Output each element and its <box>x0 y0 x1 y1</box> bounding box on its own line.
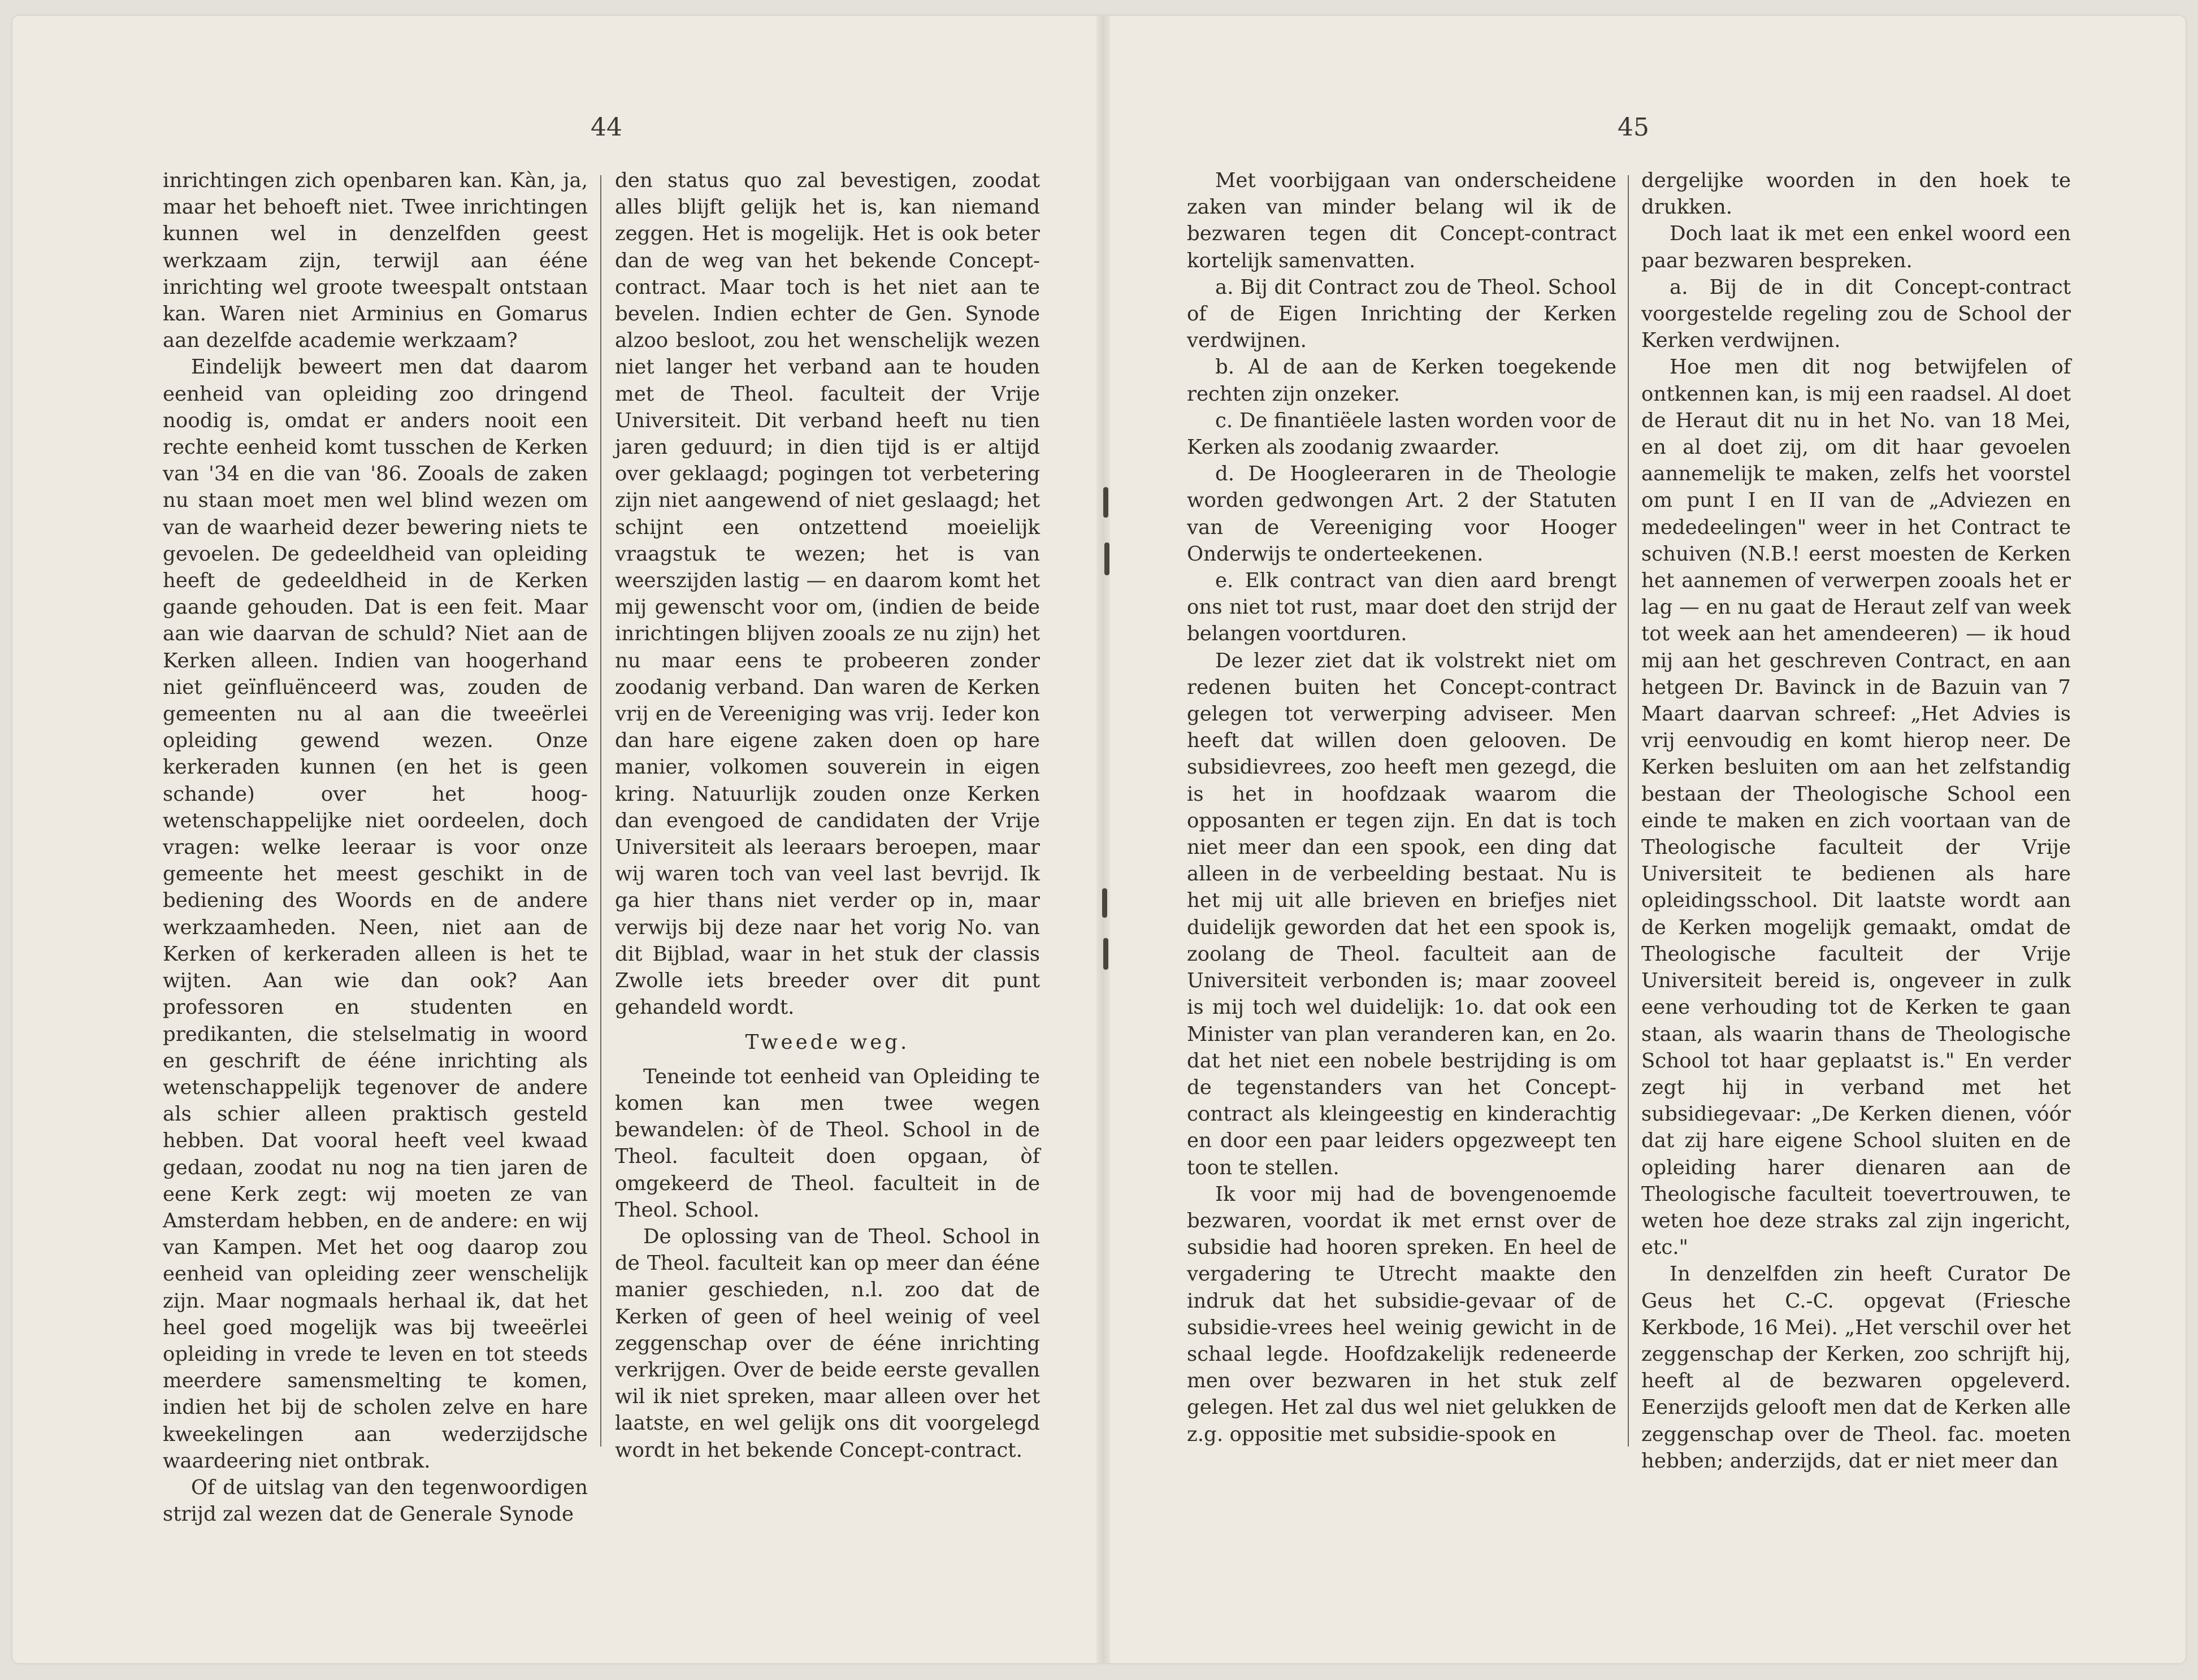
binding-mark <box>1103 938 1108 970</box>
paragraph: c. De finantiëele lasten worden voor de Kerken als zoodanig zwaarder. <box>1187 409 1616 459</box>
binding-mark <box>1103 487 1108 518</box>
paragraph: De lezer ziet dat ik volstrekt niet om redenen buiten het Concept-contract gelegen tot verwerping adviseer. Men heeft dat willen doen gelooven. De subsidievrees, zoo heeft men gezegd, die is het in hoofdzaak waarom die opposanten er tegen zijn. En dat is toch niet meer dan een spook, een ding dat alleen in de verbeelding bestaat. Nu is het mij uit alle brieven en briefjes niet duidelijk geworden dat het een spook is, zoolang de Theol. faculteit aan de Universiteit verbonden is; maar zooveel is mij toch wel duidelijk: 1o. dat ook een Minister van plan veranderen kan, en 2o. dat het niet een nobele bestrijding is om de tegenstanders van het Concept-contract als kleingeestig en kinderachtig en door een paar leiders opgezweept ten toon te stellen. <box>1187 649 1616 1179</box>
right-page-column-1 <box>1187 167 1616 1448</box>
paragraph: In denzelfden zin heeft Curator De Geus het C.-C. opgevat (Friesche Kerkbode, 16 Mei). „Het verschil over het zeggenschap der Kerken, zoo schrijft hij, heeft al de bezwaren opgeleverd. Eenerzijds gelooft men dat de Kerken alle zeggenschap over de Theol. fac. moeten hebben; anderzijds, dat er niet meer dan <box>1641 1262 2071 1473</box>
binding-mark <box>1102 888 1107 918</box>
page-number-left: 44 <box>591 113 622 142</box>
paragraph: Doch laat ik met een enkel woord een paar bezwaren bespreken. <box>1641 222 2071 272</box>
section-heading: Tweede weg. <box>745 1030 910 1054</box>
paragraph: De oplossing van de Theol. School in de Theol. faculteit kan op meer dan éénе manier geschieden, n.l. zoo dat de Kerken of geen of heel weinig of veel zeggenschap over de éénе inrichting verkrijgen. Over de beide eerste gevallen wil ik niet spreken, maar alleen over het laatste, en wel gelijk ons dit voorgelegd wordt in het bekende Concept-contract. <box>615 1225 1040 1462</box>
paragraph: Teneinde tot eenheid van Opleiding te komen kan men twee wegen bewandelen: òf de Theol. School in de Theol. faculteit doen opgaan, òf omgekeerd de Theol. faculteit in de Theol. School. <box>615 1065 1040 1222</box>
paragraph: Ik voor mij had de bovengenoemde bezwaren, voordat ik met ernst over de subsidie had hooren spreken. En heel de vergadering te Utrecht maakte den indruk dat het subsidie-gevaar of de subsidie-vrees heel weinig gewicht in de schaal legde. Hoofdzakelijk redeneerde men over bezwaren in het stuk zelf gelegen. Het zal dus wel niet gelukken de z.g. oppositie met subsidie-spook en <box>1187 1182 1616 1446</box>
binding-mark <box>1104 542 1109 575</box>
paragraph: dergelijke woorden in den hoek te drukken. <box>1641 169 2071 219</box>
right-page-column-2 <box>1641 167 2071 1474</box>
paragraph: d. De Hoogleeraren in de Theologie worden gedwongen Art. 2 der Statuten van de Vereeniging voor Hooger Onderwijs te onderteekenen. <box>1187 462 1616 566</box>
paragraph: den status quo zal bevestigen, zoodat alles blijft gelijk het is, kan niemand zeggen. Het is mogelijk. Het is ook beter dan de weg van het bekende Concept-contract. Maar toch is het niet aan te bevelen. Indien echter de Gen. Synode alzoo besloot, zou het wenschelijk wezen niet langer het verband aan te houden met de Theol. faculteit der Vrije Universiteit. Dit verband heeft nu tien jaren geduurd; in dien tijd is er altijd over geklaagd; pogingen tot verbetering zijn niet aangewend of niet geslaagd; het schijnt een ontzettend moeielijk vraagstuk te wezen; het is van weerszijden lastig — en daarom komt het mij gewenscht voor om, (indien de beide inrichtingen blijven zooals ze nu zijn) het nu maar eens te probeeren zonder zoodanig verband. Dan waren de Kerken vrij en de Vereeniging was vrij. Ieder kon dan hare eigene zaken doen op hare manier, volkomen souverein in eigen kring. Natuurlijk zouden onze Kerken dan evengoed de candidaten der Vrije Universiteit als leeraars beroepen, maar wij waren toch van veel last bevrijd. Ik ga hier thans niet verder op in, maar verwijs bij deze naar het vorig No. van dit Bijblad, waar in het stuk der classis Zwolle iets breeder over dit punt gehandeld wordt. <box>615 169 1040 1019</box>
paragraph: e. Elk contract van dien aard brengt ons niet tot rust, maar doet den strijd der belangen voortduren. <box>1187 569 1616 646</box>
page-gutter <box>1096 16 1110 1663</box>
page-number-right: 45 <box>1618 113 1649 142</box>
paragraph: Eindelijk beweert men dat daarom eenheid van opleiding zoo dringend noodig is, omdat er anders nooit een rechte eenheid komt tusschen de Kerken van '34 en die van '86. Zooals de zaken nu staan moet men wel blind wezen om van de waarheid dezer bewering niets te gevoelen. De gedeeldheid van opleiding heeft de gedeeldheid in de Kerken gaande gehouden. Dat is een feit. Maar aan wie daarvan de schuld? Niet aan de Kerken alleen. Indien van hoogerhand niet geïnfluënceerd was, zouden de gemeenten nu al aan die tweeërlei opleiding gewend wezen. Onze kerkeraden kunnen (en het is geen schande) over het hoog-wetenschappelijke niet oordeelen, doch vragen: welke leeraar is voor onze gemeente het meest geschikt in de bediening des Woords en de andere werkzaamheden. Neen, niet aan de Kerken of kerkeraden alleen is het te wijten. Aan wie dan ook? Aan professoren en studenten en predikanten, die stelselmatig in woord en geschrift de éénе inrichting als wetenschappelijk tegenover de andere als schier alleen praktisch gesteld hebben. Dat vooral heeft veel kwaad gedaan, zoodat nu nog na tien jaren de eene Kerk zegt: wij moeten ze van Amsterdam hebben, en de andere: en wij van Kampen. Met het oog daarop zou eenheid van opleiding zeer wenschelijk zijn. Maar nogmaals herhaal ik, dat het heel goed mogelijk was bij tweeërlei opleiding in vrede te leven en tot steeds meerdere samensmelting te komen, indien het bij de scholen zelve en hare kweekelingen aan wederzijdsche waardeering niet ontbrak. <box>163 355 588 1473</box>
paragraph: b. Al de aan de Kerken toegekende rechten zijn onzeker. <box>1187 355 1616 406</box>
column-rule <box>1628 175 1629 1447</box>
column-rule <box>600 175 601 1447</box>
left-page-column-1 <box>163 167 588 1527</box>
paragraph: Met voorbijgaan van onderscheidene zaken van minder belang wil ik de bezwaren tegen dit Concept-contract kortelijk samenvatten. <box>1187 169 1616 272</box>
paragraph: Of de uitslag van den tegenwoordigen strijd zal wezen dat de Generale Synode <box>163 1475 588 1526</box>
paragraph: a. Bij dit Contract zou de Theol. School of de Eigen Inrichting der Kerken verdwijnen. <box>1187 275 1616 353</box>
paragraph: Hoe men dit nog betwijfelen of ontkennen kan, is mij een raadsel. Al doet de Heraut dit nu in het No. van 18 Mei, en al doet zij, om dit haar gevoelen aannemelijk te maken, zelfs het voorstel om punt I en II van de „Adviezen en mededeelingen" weer in het Contract te schuiven (N.B.! eerst moesten de Kerken het aannemen of verwerpen zooals het er lag — en nu gaat de Heraut zelf van week tot week aan het amendeeren) — ik houd mij aan het geschreven Contract, en aan hetgeen Dr. Bavinck in de Bazuin van 7 Maart daarvan schreef: „Het Advies is vrij eenvoudig en komt hierop neer. De Kerken besluiten om aan het zelfstandig bestaan der Theologische School een einde te maken en zich voortaan van de Theologische faculteit der Vrije Universiteit te bedienen als hare opleidingsschool. Dit laatste wordt aan de Kerken mogelijk gemaakt, omdat de Theologische faculteit der Vrije Universiteit bereid is, ongeveer in zulk eene verhouding tot de Kerken te gaan staan, als waarin thans de Theologische School tot haar geplaatst is." En verder zegt hij in verband met het subsidiegevaar: „De Kerken dienen, vóór dat zij hare eigene School sluiten en de opleiding harer dienaren aan de Theologische faculteit toevertrouwen, te weten hoe deze straks zal zijn ingericht, etc." <box>1641 355 2071 1260</box>
paragraph: a. Bij de in dit Concept-contract voorgestelde regeling zou de School der Kerken verdwijnen. <box>1641 275 2071 353</box>
left-page-column-2 <box>615 167 1040 1464</box>
paragraph: inrichtingen zich openbaren kan. Kàn, ja, maar het behoeft niet. Twee inrichtingen kunnen wel in denzelfden geest werkzaam zijn, terwijl aan éénе inrichting wel groote tweespalt ontstaan kan. Waren niet Arminius en Gomarus aan dezelfde academie werkzaam? <box>163 169 588 353</box>
